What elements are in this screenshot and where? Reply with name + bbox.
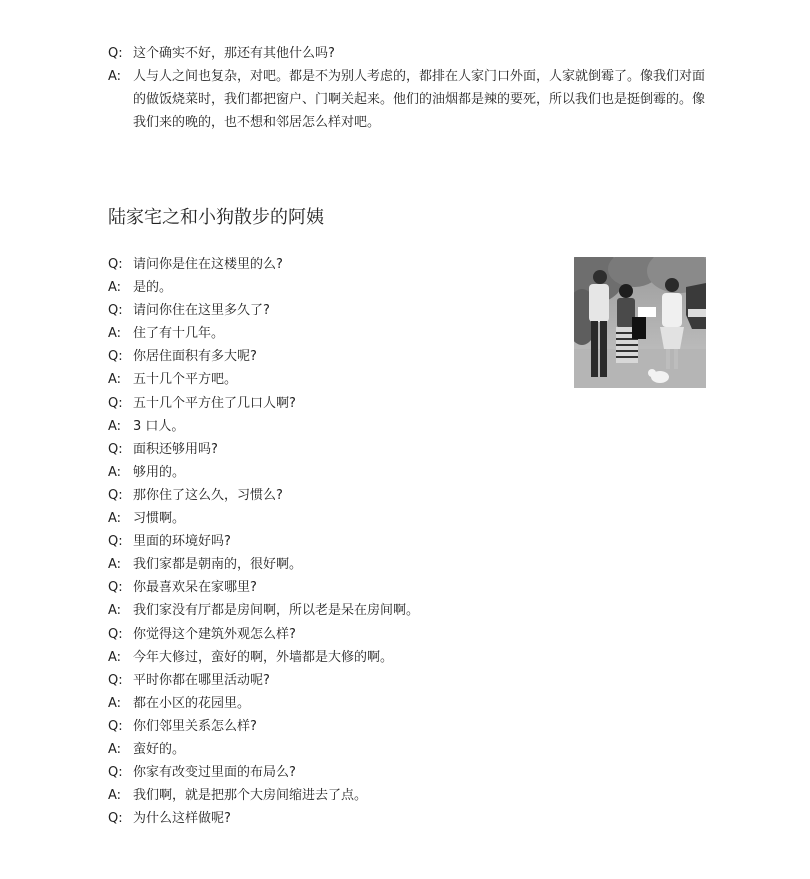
qa-row-question — [108, 669, 558, 692]
answer-label: A: — [108, 788, 122, 804]
qa-row-question — [108, 715, 558, 738]
answer-label: A: — [108, 511, 122, 527]
qa-row-question — [108, 761, 558, 784]
answer-label: A: — [108, 69, 122, 84]
answer-label: A: — [108, 326, 122, 342]
answer-label: A: — [108, 695, 122, 711]
answer-text: 蛮好的。 — [133, 741, 186, 757]
answer-label: A: — [108, 649, 122, 665]
question-text: 你家有改变过里面的布局么? — [133, 765, 296, 781]
qa-row-answer — [108, 738, 558, 761]
qa-row-answer — [108, 692, 558, 715]
answer-label: A: — [108, 464, 122, 480]
answer-text: 住了有十几年。 — [133, 326, 225, 342]
qa-row-answer — [108, 65, 708, 134]
answer-label: A: — [108, 741, 122, 757]
answer-label: A: — [108, 372, 122, 388]
question-text: 里面的环境好吗? — [133, 534, 231, 550]
question-text: 请问你住在这里多久了? — [133, 303, 270, 319]
qa-row-answer — [108, 461, 558, 484]
answer-label: A: — [108, 418, 122, 434]
qa-row-answer — [108, 322, 558, 345]
question-label: Q: — [108, 534, 123, 550]
qa-row-answer — [108, 784, 558, 807]
photo-image — [574, 257, 706, 388]
question-label: Q: — [108, 718, 123, 734]
question-label: Q: — [108, 349, 123, 365]
question-label: Q: — [108, 626, 123, 642]
question-label: Q: — [108, 257, 123, 272]
answer-text: 今年大修过，蛮好的啊，外墙都是大修的啊。 — [133, 649, 394, 665]
qa-row-answer — [108, 415, 558, 438]
qa-row-question — [108, 345, 558, 368]
qa-block-top — [108, 42, 708, 134]
question-text: 你觉得这个建筑外观怎么样? — [133, 626, 296, 642]
answer-text: 够用的。 — [133, 464, 186, 480]
qa-row-question — [108, 530, 558, 553]
answer-text: 五十几个平方吧。 — [133, 372, 238, 388]
answer-text: 人与人之间也复杂，对吧。都是不为别人考虑的，都排在人家门口外面，人家就倒霉了。像我们对面的做饭烧菜时，我们都把窗户、门啊关起来。他们的油烟都是辣的要死，所以我们也是挺倒霉的。像我们来的晚的，也不想和邻居怎么样对吧。 — [133, 69, 706, 130]
qa-row-question — [108, 623, 558, 646]
question-label: Q: — [108, 303, 123, 319]
question-text: 这个确实不好，那还有其他什么吗? — [133, 46, 335, 61]
qa-row-answer — [108, 368, 558, 391]
answer-text: 我们家都是朝南的，很好啊。 — [133, 557, 303, 573]
answer-text: 3 口人。 — [133, 418, 185, 434]
qa-row-question — [108, 576, 558, 599]
question-text: 那你住了这么久，习惯么? — [133, 487, 283, 503]
answer-text: 习惯啊。 — [133, 511, 186, 527]
section-title: 陆家宅之和小狗散步的阿姨 — [108, 207, 324, 228]
question-label: Q: — [108, 672, 123, 688]
question-text: 你最喜欢呆在家哪里? — [133, 580, 257, 596]
question-label: Q: — [108, 580, 123, 596]
qa-row-question — [108, 807, 558, 830]
qa-row-question — [108, 392, 558, 415]
answer-text: 我们家没有厅都是房间啊，所以老是呆在房间啊。 — [133, 603, 420, 619]
qa-row-question — [108, 253, 558, 276]
qa-list — [108, 253, 558, 830]
question-text: 面积还够用吗? — [133, 441, 218, 457]
qa-row-answer — [108, 553, 558, 576]
qa-row-question — [108, 484, 558, 507]
question-label: Q: — [108, 765, 123, 781]
answer-text: 是的。 — [133, 280, 173, 296]
qa-row-question — [108, 438, 558, 461]
question-text: 你居住面积有多大呢? — [133, 349, 257, 365]
question-text: 平时你都在哪里活动呢? — [133, 672, 270, 688]
qa-row-answer — [108, 507, 558, 530]
qa-row-answer — [108, 646, 558, 669]
answer-label: A: — [108, 557, 122, 573]
qa-row-answer — [108, 276, 558, 299]
answer-label: A: — [108, 603, 122, 619]
answer-text: 我们啊，就是把那个大房间缩进去了点。 — [133, 788, 368, 804]
answer-text: 都在小区的花园里。 — [133, 695, 251, 711]
question-label: Q: — [108, 811, 123, 827]
qa-row-answer — [108, 599, 558, 622]
question-text: 五十几个平方住了几口人啊? — [133, 395, 296, 411]
answer-label: A: — [108, 280, 122, 296]
question-text: 为什么这样做呢? — [133, 811, 231, 827]
question-text: 你们邻里关系怎么样? — [133, 718, 257, 734]
question-text: 请问你是住在这楼里的么? — [133, 257, 283, 272]
qa-row-question — [108, 42, 708, 65]
photo-people-with-dog — [574, 257, 706, 388]
question-label: Q: — [108, 395, 123, 411]
question-label: Q: — [108, 46, 123, 61]
qa-row-question — [108, 299, 558, 322]
question-label: Q: — [108, 487, 123, 503]
question-label: Q: — [108, 441, 123, 457]
